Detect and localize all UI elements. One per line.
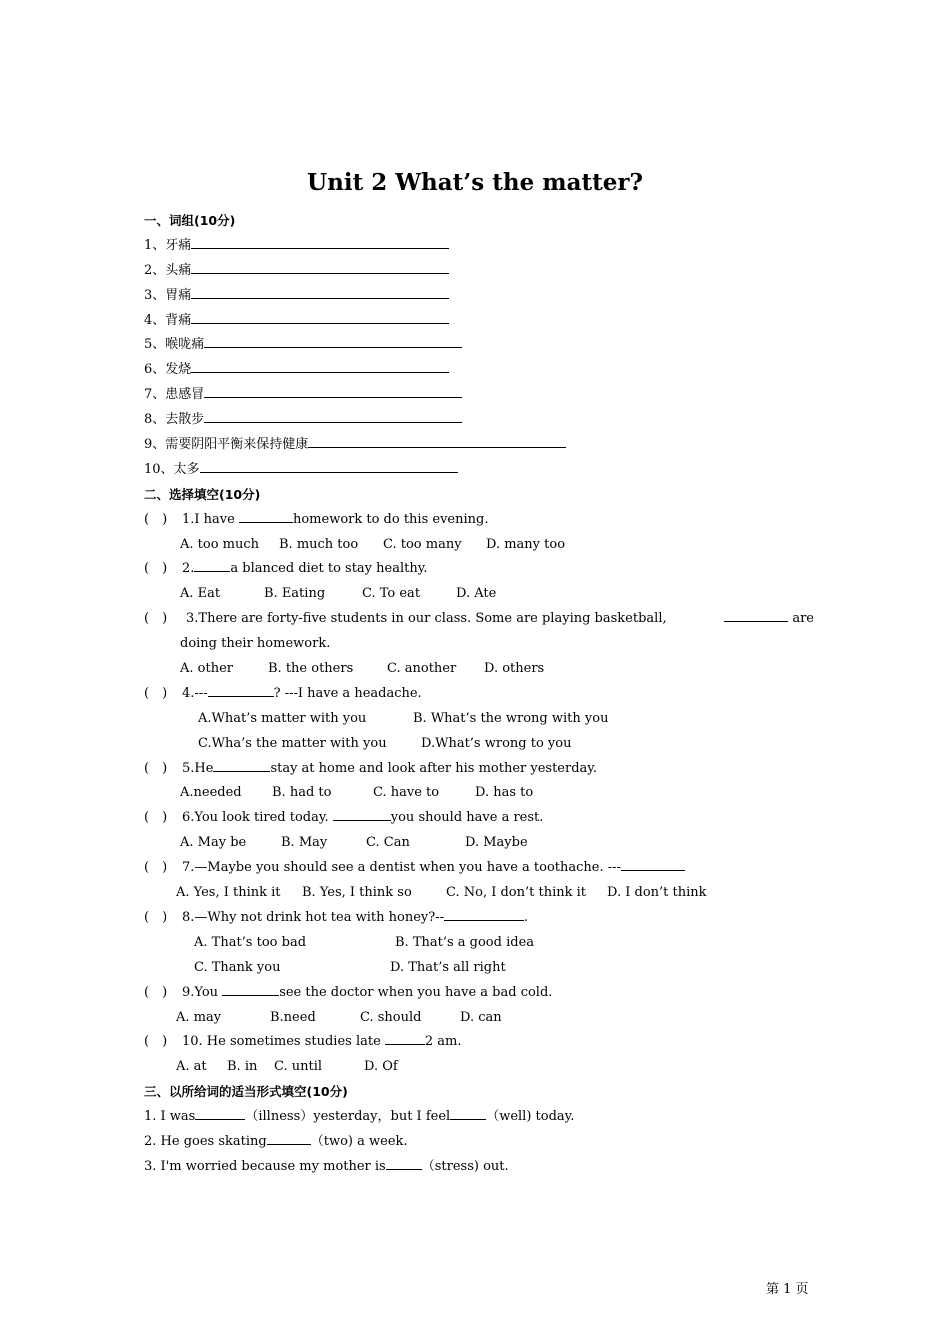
answer-blank[interactable] — [213, 757, 270, 772]
answer-paren[interactable]: ( ) — [144, 511, 168, 527]
worksheet-content — [144, 209, 814, 1180]
option-c[interactable]: C. No, I don’t think it — [446, 885, 587, 901]
question-8-options-row1 — [144, 931, 814, 956]
sentence-text: （illness）yesterday，but I feel — [245, 1109, 451, 1125]
question-3 — [144, 607, 814, 632]
answer-blank[interactable] — [385, 1030, 425, 1045]
sentence-text: （well) today. — [486, 1109, 575, 1125]
option-d[interactable]: D. I don’t think — [607, 885, 707, 901]
question-text-group — [724, 607, 814, 632]
answer-blank[interactable] — [208, 682, 274, 697]
answer-paren[interactable]: ( ) — [144, 685, 168, 701]
question-text: 2 am. — [424, 1034, 462, 1050]
question-4-options-row2 — [144, 732, 814, 757]
option-c[interactable]: C. should — [360, 1009, 422, 1025]
option-a[interactable]: A. Yes, I think it — [176, 885, 281, 901]
option-b[interactable]: B. What’s the wrong with you — [413, 710, 609, 726]
answer-blank[interactable] — [621, 856, 685, 871]
option-b[interactable]: B. the others — [268, 661, 354, 677]
answer-paren[interactable]: ( ) — [144, 810, 168, 826]
option-a[interactable]: A. That’s too bad — [194, 934, 307, 950]
option-c[interactable]: C. To eat — [362, 586, 421, 602]
question-text: 7.—Maybe you should see a dentist when you have a toothache. --- — [182, 860, 621, 876]
answer-blank[interactable] — [191, 259, 449, 274]
option-c[interactable]: C. until — [274, 1059, 323, 1075]
phrase-label: 3、胃痛 — [144, 287, 192, 303]
phrase-item-4 — [144, 309, 814, 334]
question-5-options — [144, 781, 814, 806]
answer-blank[interactable] — [195, 1105, 245, 1120]
question-10 — [144, 1030, 814, 1055]
question-7-options — [144, 881, 814, 906]
answer-blank[interactable] — [191, 358, 449, 373]
question-8-options-row2 — [144, 956, 814, 981]
option-c[interactable]: C. have to — [373, 785, 440, 801]
question-text: stay at home and look after his mother yesterday. — [270, 760, 598, 776]
question-3-options — [144, 657, 814, 682]
option-a[interactable]: A. may — [176, 1009, 222, 1025]
option-c[interactable]: C. too many — [383, 536, 462, 552]
question-text: 2. — [182, 561, 195, 577]
section1-heading: 一、词组(10分) — [144, 213, 236, 228]
answer-paren[interactable]: ( ) — [144, 1034, 168, 1050]
answer-blank[interactable] — [204, 333, 462, 348]
sentence-text: （stress) out. — [421, 1158, 509, 1174]
answer-paren[interactable]: ( ) — [144, 909, 168, 925]
section3-heading: 三、以所给词的适当形式填空(10分) — [144, 1084, 348, 1100]
option-a[interactable]: A. too much — [180, 536, 260, 552]
option-a[interactable]: A. other — [180, 661, 233, 677]
question-text: 10. He sometimes studies late — [182, 1034, 385, 1050]
answer-paren[interactable]: ( ) — [144, 860, 168, 876]
option-b[interactable]: B. in — [227, 1059, 258, 1075]
option-b[interactable]: B. Yes, I think so — [302, 885, 412, 901]
answer-blank[interactable] — [333, 806, 391, 821]
phrase-item-10 — [144, 458, 814, 483]
answer-paren[interactable]: ( ) — [144, 611, 168, 627]
phrase-item-9 — [144, 433, 814, 458]
answer-blank[interactable] — [194, 557, 230, 572]
option-d[interactable]: D. has to — [475, 785, 534, 801]
phrase-label: 6、发烧 — [144, 362, 192, 378]
question-3-line2: doing their homework. — [180, 636, 331, 652]
phrase-item-3 — [144, 284, 814, 309]
phrase-label: 4、背痛 — [144, 312, 192, 328]
answer-blank[interactable] — [386, 1155, 422, 1170]
option-c[interactable]: C. another — [387, 661, 457, 677]
option-b[interactable]: B. May — [281, 835, 328, 851]
option-d[interactable]: D. many too — [486, 536, 566, 552]
question-text: 4.--- — [182, 685, 208, 701]
question-text: are — [792, 611, 814, 627]
question-text: 6.You look tired today. — [182, 810, 333, 826]
question-8 — [144, 906, 814, 931]
question-text: 1.I have — [182, 511, 239, 527]
answer-blank[interactable] — [450, 1105, 486, 1120]
fill-in-sentence-2 — [144, 1130, 814, 1155]
answer-blank[interactable] — [239, 508, 293, 523]
option-c[interactable]: C. Can — [366, 835, 410, 851]
answer-blank[interactable] — [444, 906, 524, 921]
question-text: see the doctor when you have a bad cold. — [279, 984, 553, 1000]
option-a[interactable]: A. at — [176, 1059, 207, 1075]
option-d[interactable]: D. That’s all right — [390, 959, 506, 975]
question-text: homework to do this evening. — [292, 511, 489, 527]
question-4 — [144, 682, 814, 707]
option-c[interactable]: C.Wha’s the matter with you — [198, 735, 387, 751]
phrase-item-1 — [144, 234, 814, 259]
option-b[interactable]: B. Eating — [264, 586, 326, 602]
phrase-label: 8、去散步 — [144, 412, 205, 428]
question-1-options — [144, 533, 814, 558]
phrase-item-5 — [144, 333, 814, 358]
page-title: Unit 2 What’s the matter? — [307, 169, 643, 196]
phrase-item-7 — [144, 383, 814, 408]
question-9-options — [144, 1006, 814, 1031]
answer-blank[interactable] — [222, 981, 279, 996]
phrase-item-8 — [144, 408, 814, 433]
question-text: . — [523, 909, 529, 925]
sentence-text: 1. I was — [144, 1109, 196, 1125]
answer-blank[interactable] — [191, 284, 449, 299]
question-text-group — [144, 607, 667, 632]
question-2-options — [144, 582, 814, 607]
question-text: 8.—Why not drink hot tea with honey?-- — [182, 909, 444, 925]
option-d[interactable]: D. others — [484, 661, 545, 677]
phrase-item-2 — [144, 259, 814, 284]
question-text: a blanced diet to stay healthy. — [230, 561, 428, 577]
question-text: 5.He — [182, 760, 214, 776]
option-a[interactable]: A.What’s matter with you — [198, 710, 367, 726]
answer-blank[interactable] — [204, 383, 462, 398]
question-9 — [144, 981, 814, 1006]
phrase-label: 7、患感冒 — [144, 387, 205, 403]
option-a[interactable]: A.needed — [180, 785, 242, 801]
option-d[interactable]: D. Of — [364, 1059, 398, 1075]
fill-in-sentence-3 — [144, 1155, 814, 1180]
page-number: 第 1 页 — [766, 1282, 809, 1297]
option-b[interactable]: B. had to — [272, 785, 332, 801]
answer-blank[interactable] — [267, 1130, 311, 1145]
question-10-options — [144, 1055, 814, 1080]
question-7 — [144, 856, 814, 881]
question-3-line — [144, 607, 814, 632]
sentence-text: 2. He goes skating — [144, 1133, 267, 1149]
phrase-label: 10、太多 — [144, 461, 200, 477]
option-c[interactable]: C. Thank you — [194, 959, 281, 975]
answer-blank[interactable] — [191, 309, 449, 324]
phrase-label: 1、牙痛 — [144, 237, 192, 253]
question-6 — [144, 806, 814, 831]
question-1 — [144, 508, 814, 533]
phrase-label: 5、喉咙痛 — [144, 337, 205, 353]
option-b[interactable]: B. much too — [279, 536, 359, 552]
option-d[interactable]: D.What’s wrong to you — [421, 735, 572, 751]
sentence-text: （two) a week. — [310, 1133, 408, 1149]
answer-paren[interactable]: ( ) — [144, 984, 168, 1000]
option-b[interactable]: B.need — [270, 1009, 316, 1025]
phrase-label: 9、需要阴阳平衡来保持健康 — [144, 437, 309, 453]
answer-paren[interactable]: ( ) — [144, 760, 168, 776]
question-text: ? ---I have a headache. — [273, 685, 422, 701]
sentence-text: 3. I'm worried because my mother is — [144, 1158, 386, 1174]
phrase-label: 2、头痛 — [144, 262, 192, 278]
option-b[interactable]: B. That’s a good idea — [395, 934, 535, 950]
question-4-options-row1 — [144, 707, 814, 732]
answer-blank[interactable] — [200, 458, 458, 473]
phrase-item-6 — [144, 358, 814, 383]
question-text: 3.There are forty-five students in our class. Some are playing basketball, — [186, 611, 667, 627]
question-text: 9.You — [182, 984, 223, 1000]
answer-blank[interactable] — [204, 408, 462, 423]
answer-blank[interactable] — [724, 607, 788, 622]
answer-blank[interactable] — [308, 433, 566, 448]
option-a[interactable]: A. Eat — [180, 586, 221, 602]
answer-paren[interactable]: ( ) — [144, 561, 168, 577]
question-text: you should have a rest. — [390, 810, 544, 826]
fill-in-sentence-1 — [144, 1105, 814, 1130]
question-6-options — [144, 831, 814, 856]
option-a[interactable]: A. May be — [180, 835, 247, 851]
option-d[interactable]: D. can — [460, 1009, 502, 1025]
answer-blank[interactable] — [191, 234, 449, 249]
option-d[interactable]: D. Maybe — [465, 835, 528, 851]
question-2 — [144, 557, 814, 582]
option-d[interactable]: D. Ate — [456, 586, 497, 602]
question-5 — [144, 757, 814, 782]
section2-heading: 二、选择填空(10分) — [144, 486, 261, 502]
